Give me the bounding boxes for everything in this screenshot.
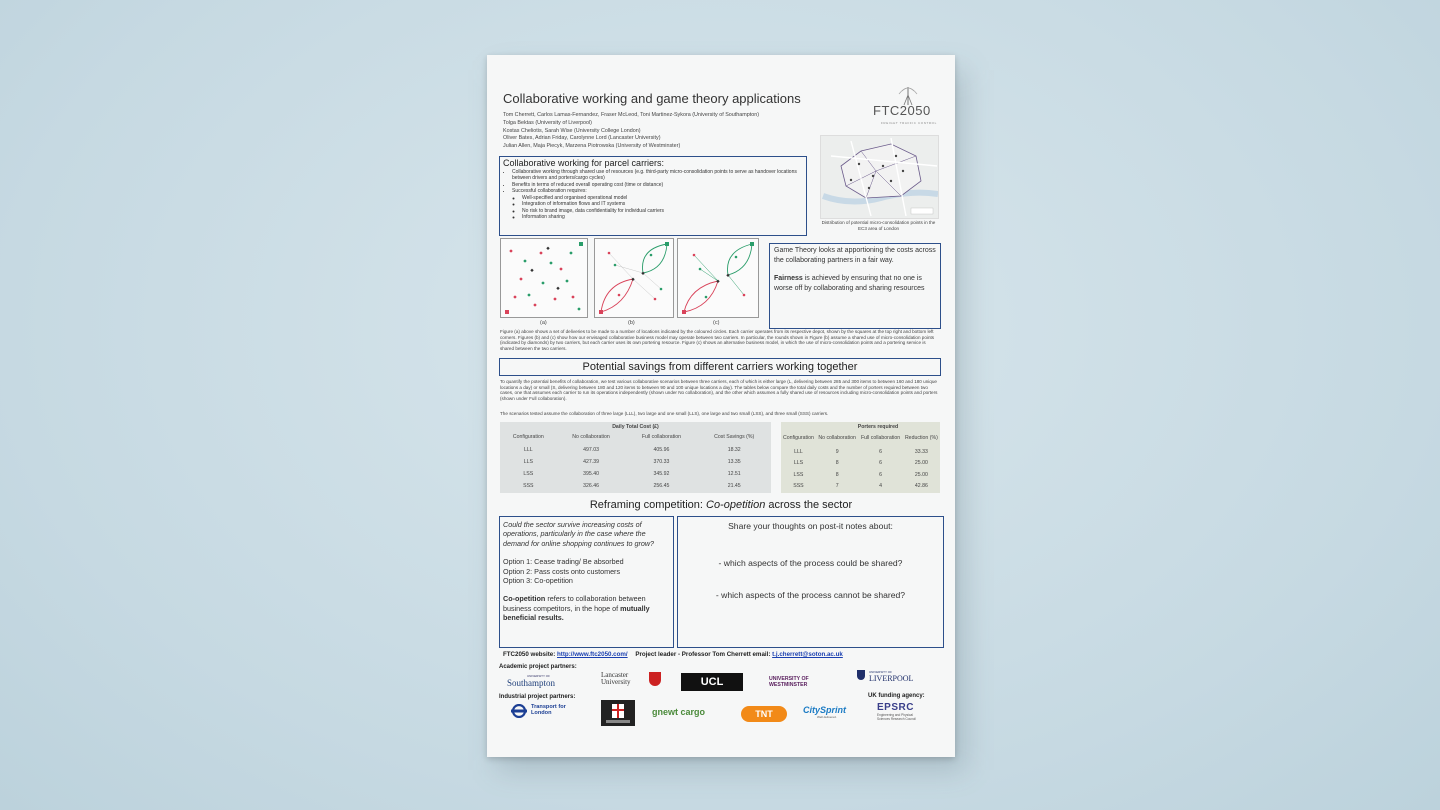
column-header: Full collaboration — [860, 435, 901, 441]
email-link[interactable]: t.j.cherrett@soton.ac.uk — [772, 651, 843, 658]
table-cell: 7 — [835, 483, 839, 490]
table-cell: 8 — [835, 471, 839, 478]
table-cell: 25.00 — [914, 460, 928, 467]
table-cell: 18.32 — [727, 447, 741, 453]
poster-title: Collaborative working and game theory applications — [503, 91, 801, 106]
coop-option: Option 2: Pass costs onto customers — [503, 566, 621, 576]
footer-links — [503, 651, 843, 658]
list-item: ◦ Well-specified and organised operational model — [522, 195, 806, 201]
figure-b — [594, 238, 674, 318]
logo-text: FTC2050 — [873, 103, 931, 118]
share-thoughts-box — [677, 516, 944, 648]
table-cell: 21.45 — [727, 483, 741, 489]
table-cell: LSS — [523, 471, 534, 477]
gnewt-cargo-logo — [652, 707, 705, 717]
table-cell: 497.03 — [583, 447, 599, 453]
figure-b-plot — [595, 239, 673, 317]
column-header: Full collaboration — [641, 434, 682, 440]
fairness-definition: is achieved by ensuring that no one is worse off by collaborating and sharing resources — [774, 275, 925, 292]
table-row — [500, 444, 771, 456]
table-cell: 25.00 — [914, 471, 928, 478]
table-row — [781, 469, 940, 481]
reframe-heading — [499, 499, 943, 511]
figure-a-plot — [501, 239, 587, 317]
lancaster-logo — [601, 672, 663, 686]
author-line: Oliver Bates, Adrian Friday, Carolynne Lord (Lancaster University) — [503, 135, 661, 142]
figure-b-label: (b) — [628, 320, 635, 326]
author-line: Tom Cherrett, Carlos Lamas-Fernandez, Fraser McLeod, Toni Martinez-Sykora (University of Southampton) — [503, 112, 760, 118]
roundel-icon — [511, 704, 527, 718]
reframe-post: across the sector — [765, 499, 853, 511]
london-map — [820, 135, 939, 219]
table-row — [781, 481, 940, 493]
table-cell: 256.45 — [653, 483, 670, 489]
southampton-small-text: UNIVERSITY OF — [527, 674, 550, 678]
list-item — [512, 188, 806, 220]
table-cell: 6 — [879, 460, 882, 467]
ftc2050-logo — [873, 85, 943, 135]
table-cell: 8 — [835, 460, 839, 467]
liverpool-small-text: UNIVERSITY OF — [869, 670, 892, 674]
list-item: • Benefits in terms of reduced overall operating cost (time or distance) — [512, 182, 806, 188]
poster-sheet — [487, 55, 955, 757]
citysprint-logo — [803, 705, 846, 719]
ucl-name: UCL — [700, 676, 724, 688]
collab-heading: Collaborative working for parcel carriers: — [503, 158, 665, 168]
table-cell: 370.33 — [653, 459, 670, 465]
share-heading: Share your thoughts on post-it notes about: — [728, 521, 893, 531]
westminster-logo — [769, 676, 831, 688]
lancaster-crest-icon — [649, 672, 661, 686]
table-cell: 33.33 — [914, 448, 928, 455]
website-link[interactable]: http://www.ftc2050.com/ — [557, 651, 628, 658]
game-theory-box — [769, 243, 941, 329]
cost-table-title: Daily Total Cost (£) — [612, 424, 659, 430]
funding-agency-label: UK funding agency: — [868, 693, 925, 699]
table-cell: 345.92 — [653, 471, 670, 477]
lancaster-name: Lancaster University — [601, 671, 631, 686]
table-row — [781, 446, 940, 458]
crest-icon — [601, 700, 635, 726]
table-cell: 4 — [879, 483, 882, 490]
list-item-text: Successful collaboration requires: — [512, 187, 587, 194]
figure-c-plot — [678, 239, 758, 317]
southampton-name: Southampton — [507, 678, 556, 688]
figure-c-label: (c) — [713, 320, 720, 326]
southampton-logo — [507, 674, 555, 688]
coop-option: Option 3: Co-opetition — [503, 576, 573, 586]
author-line: Kostas Cheliotis, Sarah Wise (University College London) — [503, 127, 641, 134]
coop-term: Co-opetition — [503, 594, 546, 604]
porter-table — [781, 422, 940, 493]
table-cell: 9 — [835, 448, 839, 455]
list-item: ◦ Integration of information flows and IT systems — [522, 201, 806, 207]
sub-list — [512, 195, 806, 220]
coop-option: Option 1: Cease trading/ Be absorbed — [503, 557, 624, 567]
gnewt-name: gnewt cargo — [652, 707, 706, 717]
table-cell: SSS — [523, 483, 534, 489]
liverpool-name: LIVERPOOL — [869, 674, 914, 683]
figure-a-label: (a) — [540, 320, 547, 326]
author-line: Tolga Bektas (University of Liverpool) — [503, 119, 592, 126]
table-cell: 427.39 — [583, 459, 599, 465]
table-row — [500, 456, 771, 468]
collab-list — [500, 169, 806, 220]
liverpool-crest-icon — [857, 670, 865, 680]
list-item: ◦ No risk to brand image, data confidentiality for individual carriers — [522, 208, 806, 214]
table-cell: LLL — [794, 448, 803, 455]
website-label: FTC2050 website: — [503, 651, 556, 658]
reframe-pre: Reframing competition: — [589, 499, 706, 511]
table-cell: LSS — [793, 471, 804, 478]
table-cell: 13.35 — [727, 459, 741, 465]
savings-heading: Potential savings from different carriers working together — [499, 358, 941, 376]
tnt-logo — [741, 706, 787, 722]
fairness-term: Fairness — [774, 275, 803, 282]
savings-paragraph: To quantify the potential benefits of collaboration, we test various collaborative scenarios between three carriers, each of which is either large (L, delivering between 285 and 300 items to between 160 and 180 unique locations a day) or small (S, delivering between 180 and 120 items to between 90 and 100 unique locations a day). The tables below compare the total daily costs and the number of porters required between two cases, one that assumes each carrier to run its operations independently (shown under No collaboration), and the other which assumes a fully shared use of resources including micro-consolidation points and porters (shown under Full collaboration). — [500, 379, 938, 401]
logo-subtitle: FREIGHT TRAFFIC CONTROL — [881, 121, 937, 125]
coop-definition — [503, 594, 670, 622]
column-header: Reduction (%) — [904, 435, 938, 441]
coop-question: Could the sector survive increasing costs of operations, particularly in the case where the demand for online shopping continues to grow? — [503, 520, 655, 548]
author-list — [503, 112, 843, 151]
table-row — [500, 480, 771, 492]
tfl-name: Transport for London — [531, 704, 566, 717]
table-cell: 326.46 — [583, 483, 599, 489]
porter-table-title: Porters required — [857, 424, 899, 430]
table-cell: LLS — [793, 460, 804, 467]
coopetition-box — [499, 516, 674, 648]
fairness-text — [774, 274, 936, 293]
coop-definition-text: refers to collaboration between business competitors, in the hope of — [503, 594, 646, 613]
column-header: Configuration — [783, 435, 814, 441]
column-header: Cost Savings (%) — [714, 434, 755, 440]
coop-result: mutually beneficial results. — [503, 603, 650, 623]
table-cell: 6 — [879, 448, 882, 455]
list-item: • Collaborative working through shared use of resources (e.g. third-party micro-consolidation points to serve as handover locations between drivers and porters/cargo cycles) — [512, 169, 806, 182]
leader-label: Project leader - Professor Tom Cherrett email: — [635, 651, 771, 658]
tnt-name: TNT — [755, 709, 773, 719]
epsrc-logo — [877, 702, 939, 721]
map-graphic — [821, 136, 938, 218]
table-cell: LLL — [523, 447, 533, 453]
game-theory-text: Game Theory looks at apportioning the costs across the collaborating partners in a fair way. — [774, 247, 936, 264]
column-header: No collaboration — [818, 435, 856, 441]
industrial-partners-label: Industrial project partners: — [499, 694, 576, 700]
citysprint-tagline: Well delivered. — [817, 715, 837, 719]
epsrc-subtitle: Engineering and Physical Sciences Research Council — [877, 713, 916, 721]
citysprint-name: CitySprint — [803, 705, 847, 715]
table-cell: LLS — [523, 459, 533, 465]
table-row — [781, 458, 940, 470]
share-question: - which aspects of the process could be shared? — [718, 558, 903, 568]
column-header: Configuration — [512, 434, 544, 440]
ucl-logo — [681, 673, 743, 691]
city-crest-logo — [601, 700, 635, 726]
figure-c — [677, 238, 759, 318]
column-header: No collaboration — [572, 434, 610, 440]
share-question: - which aspects of the process cannot be shared? — [715, 590, 906, 600]
figure-a — [500, 238, 588, 318]
table-cell: 6 — [879, 471, 882, 478]
westminster-name: UNIVERSITY OF WESTMINSTER — [769, 676, 809, 688]
scenarios-paragraph: The scenarios tested assume the collaboration of three large (LLL), two large and one small (LLS), one large and two small (LSS), and three small (SSS) carriers. — [500, 411, 829, 416]
cost-table — [500, 422, 771, 493]
table-cell: 405.96 — [653, 447, 670, 453]
list-item: ◦ Information sharing — [522, 214, 806, 220]
table-row — [500, 468, 771, 480]
table-cell: SSS — [793, 483, 804, 490]
table-cell: 42.86 — [914, 483, 928, 490]
figure-caption: Figure (a) above shows a set of deliveries to be made to a number of locations indicated by the coloured circles. Each carrier operates from its respective depot, shown by the squares at the top right and bottom left corners. Figures (b) and (c) show how our envisaged collaborative business model may operate between two carriers. In particular, the rounds shown in Figure (b) assume a shared use of micro-consolidation points (indicated by diamonds) by two carriers, but each carrier uses its own portering resource. Figure (c) shows an alternative business model, in which the use of micro-consolidation points and a portering service is shared between the two carriers. — [500, 329, 935, 351]
epsrc-name: EPSRC — [877, 702, 914, 713]
collab-box — [499, 156, 807, 236]
map-caption: Distribution of potential micro-consolidation points in the EC3 area of London — [821, 220, 936, 231]
table-cell: 12.51 — [727, 471, 741, 477]
author-line: Julian Allen, Maja Piecyk, Marzena Piotrowska (University of Westminster) — [503, 143, 681, 150]
academic-partners-label: Academic project partners: — [499, 664, 577, 670]
table-cell: 395.40 — [583, 471, 599, 477]
reframe-emphasis: Co-opetition — [706, 499, 766, 511]
